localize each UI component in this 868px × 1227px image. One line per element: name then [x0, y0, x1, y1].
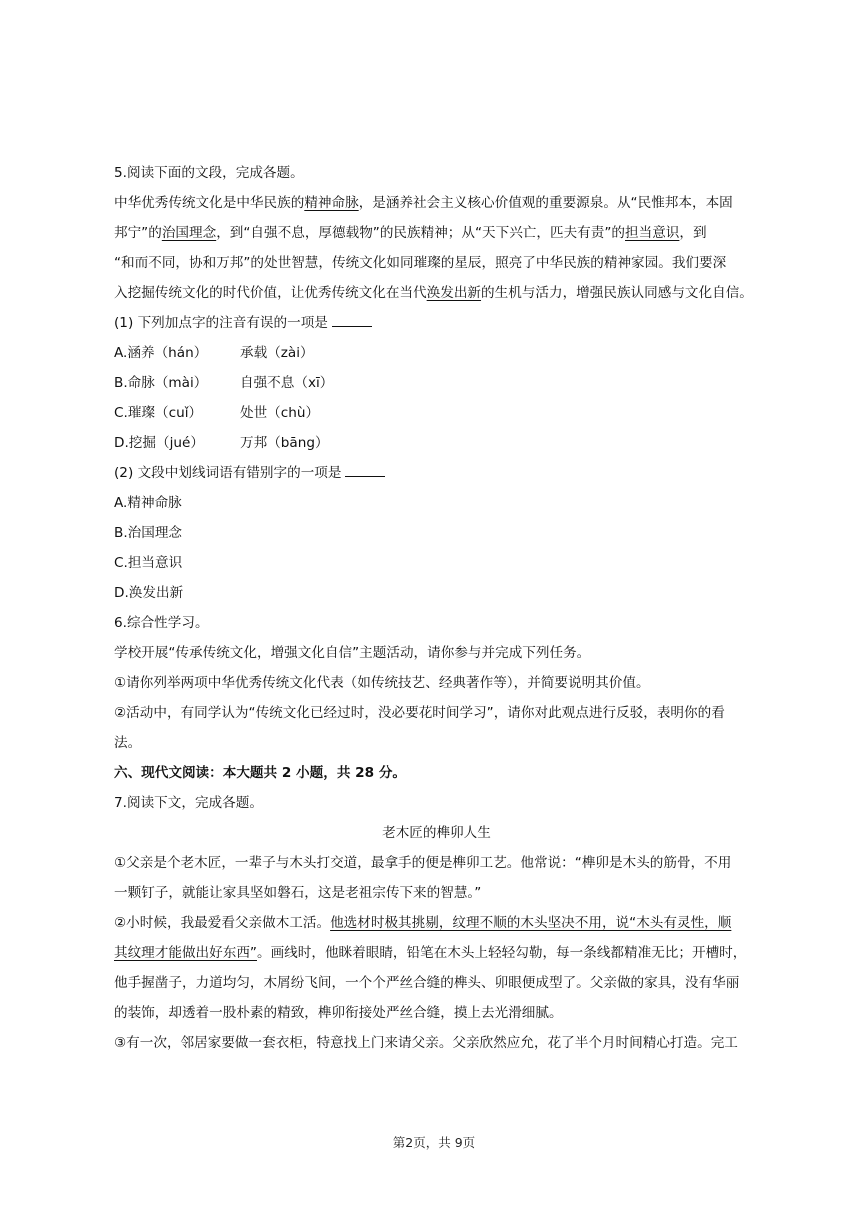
q5-passage-line-2: 邦宁”的治国理念，到“自强不息，厚德载物”的民族精神；从“天下兴亡，匹夫有责”的担当意识，到: [114, 218, 759, 248]
article-title: 老木匠的榫卯人生: [382, 825, 491, 841]
q5-title: 5.阅读下面的文段，完成各题。: [114, 165, 304, 181]
underlined-sentence: 他选材时极其挑剔，纹理不顺的木头坚决不用，说“木头有灵性，顺: [330, 915, 732, 931]
underlined-word: 担当意识: [625, 225, 680, 241]
option-c: C.担当意识: [114, 555, 183, 571]
dotted-char: 涵: [127, 338, 141, 368]
dotted-char: 载: [254, 338, 268, 368]
q6-title: 6.综合性学习。: [114, 615, 209, 631]
q6-intro: 学校开展“传承传统文化，增强文化自信”主题活动，请你参与并完成下列任务。: [114, 645, 591, 661]
q5-passage-line-4: 入挖掘传统文化的时代价值，让优秀传统文化在当代涣发出新的生机与活力，增强民族认同感与文化自信。: [114, 278, 759, 308]
dotted-char: 息: [291, 218, 305, 248]
q6-task-2-line-2: 法。: [114, 735, 142, 751]
article-para-2-line-1: ②小时候，我最爱看父亲做木工活。他选材时极其挑剔，纹理不顺的木头坚决不用，说“木头有灵性，顺: [114, 915, 732, 931]
option-row: C.璀璨（cuǐ） 处世（chù）: [114, 398, 759, 428]
article-para-2-line-3: 他手握凿子，力道均匀，木屑纷飞间，一个个严丝合缝的榫头、卯眼便成型了。父亲做的家具，没有华丽: [114, 975, 740, 991]
answer-blank[interactable]: [332, 316, 372, 327]
article-para-1-line-1: ①父亲是个老木匠，一辈子与木头打交道，最拿手的便是榫卯工艺。他常说：“榫卯是木头的筋骨，不用: [114, 855, 732, 871]
underlined-word: 治国理念: [161, 225, 217, 241]
dotted-char: 邦: [230, 248, 244, 278]
dotted-char: 挖: [128, 278, 142, 308]
article-para-2-line-2: 其纹理才能做出好东西”。画线时，他眯着眼睛，铅笔在木头上轻轻勾勒，每一条线都精准无比；开槽时，: [114, 945, 747, 961]
q5-sub-question-2: (2) 文段中划线词语有错别字的一项是: [114, 458, 759, 488]
option-b: B.治国理念: [114, 525, 183, 541]
article-para-2-line-4: 的装饰，却透着一股朴素的精致，榫卯衔接处严丝合缝，摸上去光滑细腻。: [114, 1005, 563, 1021]
dotted-char: 挖: [129, 428, 143, 458]
option-a: A.精神命脉: [114, 495, 182, 511]
q7-title: 7.阅读下文，完成各题。: [114, 795, 263, 811]
dotted-char: 璀: [414, 248, 428, 278]
dotted-char: 涵: [386, 188, 400, 218]
option-row: D.挖掘（jué） 万邦（bāng）: [114, 428, 759, 458]
option-row: A.涵养（hán） 承载（zài）: [114, 338, 759, 368]
dotted-char: 载: [346, 218, 360, 248]
dotted-char: 璀: [128, 398, 142, 428]
underlined-sentence: 其纹理才能做出好东西”: [114, 945, 257, 961]
page-content: [114, 158, 759, 1058]
dotted-char: 处: [240, 398, 254, 428]
answer-blank[interactable]: [345, 466, 385, 477]
dotted-char: 邦: [254, 428, 268, 458]
dotted-char: 脉: [141, 368, 155, 398]
underlined-word: 涣发出新: [426, 285, 482, 301]
dotted-char: 息: [281, 368, 295, 398]
article-para-3-line-1: ③有一次，邻居家要做一套衣柜，特意找上门来请父亲。父亲欣然应允，花了半个月时间精心打造。完工: [114, 1035, 738, 1051]
page-footer: 第2页，共 9页: [392, 1135, 476, 1150]
q5-sub-question-1: (1) 下列加点字的注音有误的一项是: [114, 308, 759, 338]
q5-passage-line-1: 中华优秀传统文化是中华民族的精神命脉，是涵养社会主义核心价值观的重要源泉。从“民惟邦本，本固: [114, 188, 759, 218]
underlined-word: 精神命脉: [304, 195, 359, 211]
article-para-1-line-2: 一颗钉子，就能让家具坚如磐石，这是老祖宗传下来的智慧。”: [114, 885, 482, 901]
option-d: D.涣发出新: [114, 585, 184, 601]
q6-task-1: ①请你列举两项中华优秀传统文化代表（如传统技艺、经典著作等），并简要说明其价值。: [114, 675, 650, 691]
section-heading: 六、现代文阅读：本大题共 2 小题，共 28 分。: [114, 765, 407, 781]
q6-task-2-line-1: ②活动中，有同学认为“传统文化已经过时，没必要花时间学习”，请你对此观点进行反驳，表明你的看: [114, 705, 725, 721]
dotted-char: 处: [264, 248, 278, 278]
q5-passage-line-3: “和而不同，协和万邦”的处世智慧，传统文化如同璀璨的星辰，照亮了中华民族的精神家园。我们要深: [114, 248, 759, 278]
option-row: B.命脉（mài） 自强不息（xī）: [114, 368, 759, 398]
